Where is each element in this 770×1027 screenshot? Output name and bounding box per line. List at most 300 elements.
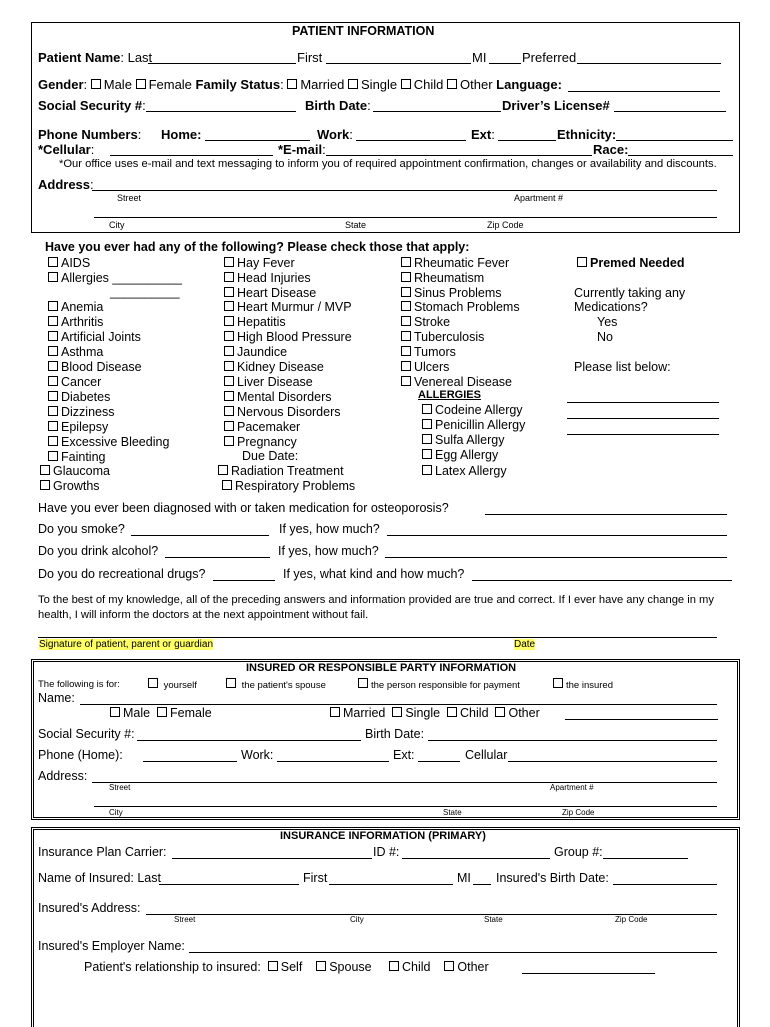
insured-single-checkbox[interactable] bbox=[392, 707, 402, 717]
rheumatic-fever-checkbox[interactable] bbox=[401, 257, 411, 267]
jaundice-label: Jaundice bbox=[237, 345, 288, 359]
premed-checkbox[interactable] bbox=[577, 257, 587, 267]
growths-checkbox[interactable] bbox=[40, 480, 50, 490]
high-blood-pressure-label: High Blood Pressure bbox=[237, 330, 352, 344]
tuberculosis-checkbox[interactable] bbox=[401, 331, 411, 341]
glaucoma-checkbox[interactable] bbox=[40, 465, 50, 475]
responsible-option bbox=[358, 678, 520, 691]
ulcers-checkbox[interactable] bbox=[401, 361, 411, 371]
insured-work-field[interactable] bbox=[277, 761, 389, 762]
insured-first-label: First bbox=[303, 871, 328, 885]
stroke-checkbox[interactable] bbox=[401, 316, 411, 326]
currently-taking-label: Currently taking any bbox=[574, 286, 686, 300]
tuberculosis-label: Tuberculosis bbox=[414, 330, 485, 344]
alcohol-how-field[interactable] bbox=[385, 557, 727, 558]
epilepsy-label: Epilepsy bbox=[61, 420, 109, 434]
rel-self-label: Self bbox=[280, 960, 303, 974]
insured-street-caption: Street bbox=[109, 783, 131, 792]
insured-ext-label: Ext: bbox=[393, 748, 415, 762]
work-label-text: Work bbox=[317, 127, 350, 142]
jaundice-checkbox[interactable] bbox=[224, 346, 234, 356]
condition-allergies bbox=[48, 271, 182, 285]
responsible-label: the person responsible for payment bbox=[371, 680, 520, 691]
insured-last-field[interactable] bbox=[159, 884, 299, 885]
employer-label: Insured's Employer Name: bbox=[38, 939, 185, 953]
state-caption: State bbox=[345, 220, 367, 230]
ethnicity-field[interactable] bbox=[616, 140, 733, 141]
rel-child-label: Child bbox=[401, 960, 431, 974]
condition-respiratory-problems bbox=[222, 479, 355, 493]
condition-pregnancy bbox=[224, 435, 297, 449]
insured-address-label: Address: bbox=[38, 769, 88, 783]
married-checkbox[interactable] bbox=[287, 79, 297, 89]
rheumatism-label: Rheumatism bbox=[414, 271, 485, 285]
penicillin-allergy-label: Penicillin Allergy bbox=[435, 418, 526, 432]
alcohol-how-label: If yes, how much? bbox=[278, 544, 379, 558]
mi-label: MI bbox=[472, 50, 487, 65]
insured-apartment-caption: Apartment # bbox=[550, 783, 594, 792]
group-field[interactable] bbox=[603, 858, 688, 859]
condition-growths bbox=[40, 479, 100, 493]
premed-label: Premed Needed bbox=[590, 256, 685, 270]
sulfa-allergy-checkbox[interactable] bbox=[422, 434, 432, 444]
first-name-label: First bbox=[297, 50, 323, 65]
insured-cellular-field[interactable] bbox=[508, 761, 717, 762]
birth-date-label: Birth Date: bbox=[305, 98, 371, 113]
insured-name-label: Name: bbox=[38, 691, 75, 705]
carrier-field[interactable] bbox=[172, 858, 372, 859]
insured-name-field[interactable] bbox=[80, 704, 717, 705]
smoke-how-field[interactable] bbox=[387, 535, 727, 536]
condition-penicillin-allergy bbox=[422, 418, 525, 432]
zip-caption: Zip Code bbox=[487, 220, 524, 230]
language-label: Language: bbox=[496, 77, 562, 92]
due-date-label: Due Date: bbox=[242, 449, 299, 463]
condition-liver-disease bbox=[224, 375, 313, 389]
preferred-label: Preferred bbox=[522, 50, 577, 65]
email-label-text: *E-mail bbox=[278, 142, 323, 157]
language-field[interactable] bbox=[568, 91, 720, 92]
rel-other-checkbox[interactable] bbox=[444, 961, 454, 971]
insured-other-checkbox[interactable] bbox=[495, 707, 505, 717]
codeine-allergy-checkbox[interactable] bbox=[422, 404, 432, 414]
yourself-label: yourself bbox=[163, 680, 197, 691]
smoke-question: Do you smoke? bbox=[38, 522, 125, 536]
condition-hepatitis bbox=[224, 315, 286, 329]
gender-label: Gender bbox=[38, 77, 84, 92]
condition-heart-murmur-mvp bbox=[224, 300, 352, 314]
email-label: *E-mail: bbox=[278, 142, 326, 157]
condition-latex-allergy bbox=[422, 464, 507, 478]
relationship-row bbox=[84, 960, 489, 974]
aids-checkbox[interactable] bbox=[48, 257, 58, 267]
anemia-label: Anemia bbox=[61, 300, 104, 314]
allergies-checkbox[interactable] bbox=[48, 272, 58, 282]
insured-phone-home-field[interactable] bbox=[143, 761, 237, 762]
tumors-label: Tumors bbox=[414, 345, 456, 359]
condition-fainting bbox=[48, 450, 105, 464]
mental-disorders-label: Mental Disorders bbox=[237, 390, 332, 404]
condition-pacemaker bbox=[224, 420, 300, 434]
condition-mental-disorders bbox=[224, 390, 331, 404]
sinus-problems-checkbox[interactable] bbox=[401, 287, 411, 297]
race-field[interactable] bbox=[628, 155, 733, 156]
drivers-license-field[interactable] bbox=[614, 111, 726, 112]
rel-other-label: Other bbox=[457, 960, 489, 974]
condition-stomach-problems bbox=[401, 300, 520, 314]
medication-line-2[interactable] bbox=[567, 418, 719, 419]
codeine-allergy-label: Codeine Allergy bbox=[435, 403, 523, 417]
stroke-label: Stroke bbox=[414, 315, 451, 329]
penicillin-allergy-checkbox[interactable] bbox=[422, 419, 432, 429]
pacemaker-label: Pacemaker bbox=[237, 420, 301, 434]
condition-jaundice bbox=[224, 345, 287, 359]
rheumatism-checkbox[interactable] bbox=[401, 272, 411, 282]
ext-label-text: Ext bbox=[471, 127, 492, 142]
condition-heart-disease bbox=[224, 286, 316, 300]
heart-disease-label: Heart Disease bbox=[237, 286, 317, 300]
egg-allergy-checkbox[interactable] bbox=[422, 449, 432, 459]
rel-self-checkbox[interactable] bbox=[268, 961, 278, 971]
yourself-checkbox[interactable] bbox=[148, 678, 158, 688]
growths-label: Growths bbox=[53, 479, 100, 493]
insured-city-field[interactable] bbox=[94, 806, 717, 807]
child-label: Child bbox=[413, 77, 444, 92]
asthma-checkbox[interactable] bbox=[48, 346, 58, 356]
address-label-text: Address bbox=[38, 177, 91, 192]
osteoporosis-field[interactable] bbox=[485, 514, 727, 515]
home-label: Home: bbox=[161, 127, 202, 142]
insured-mi-field[interactable] bbox=[473, 884, 491, 885]
female-checkbox[interactable] bbox=[136, 79, 146, 89]
condition-arthritis bbox=[48, 315, 103, 329]
dizziness-checkbox[interactable] bbox=[48, 406, 58, 416]
insured-ssn-field[interactable] bbox=[137, 740, 361, 741]
blood-disease-checkbox[interactable] bbox=[48, 361, 58, 371]
insured-status-row bbox=[330, 706, 540, 720]
arthritis-checkbox[interactable] bbox=[48, 316, 58, 326]
spouse-checkbox[interactable] bbox=[226, 678, 236, 688]
insured-first-field[interactable] bbox=[329, 884, 453, 885]
artificial-joints-label: Artificial Joints bbox=[61, 330, 141, 344]
ulcers-label: Ulcers bbox=[414, 360, 450, 374]
single-checkbox[interactable] bbox=[348, 79, 358, 89]
smoke-how-label: If yes, how much? bbox=[279, 522, 380, 536]
ext-field[interactable] bbox=[498, 140, 556, 141]
stomach-problems-checkbox[interactable] bbox=[401, 301, 411, 311]
condition-egg-allergy bbox=[422, 448, 498, 462]
pregnancy-checkbox[interactable] bbox=[224, 436, 234, 446]
insurance-address-label: Insured's Address: bbox=[38, 901, 141, 915]
other-label: Other bbox=[460, 77, 493, 92]
condition-ulcers bbox=[401, 360, 449, 374]
date-caption: Date bbox=[514, 639, 536, 650]
insured-other-field[interactable] bbox=[565, 719, 718, 720]
group-label: Group #: bbox=[554, 845, 603, 859]
hepatitis-checkbox[interactable] bbox=[224, 316, 234, 326]
blood-disease-label: Blood Disease bbox=[61, 360, 142, 374]
drugs-field[interactable] bbox=[213, 580, 275, 581]
allergies-extra-line[interactable]: __________ bbox=[110, 285, 180, 299]
the-insured-label: the insured bbox=[566, 680, 614, 691]
insured-birth-field[interactable] bbox=[613, 884, 717, 885]
mi-field[interactable] bbox=[489, 63, 521, 64]
condition-sinus-problems bbox=[401, 286, 502, 300]
condition-rheumatism bbox=[401, 271, 484, 285]
condition-excessive-bleeding bbox=[48, 435, 169, 449]
male-checkbox[interactable] bbox=[91, 79, 101, 89]
drugs-question: Do you do recreational drugs? bbox=[38, 567, 206, 581]
signature-line[interactable] bbox=[38, 637, 717, 638]
medication-line-3[interactable] bbox=[567, 434, 719, 435]
ethnicity-label: Ethnicity: bbox=[557, 127, 617, 142]
artificial-joints-checkbox[interactable] bbox=[48, 331, 58, 341]
drivers-license-label: Driver’s License# bbox=[502, 98, 610, 113]
home-phone-field[interactable] bbox=[205, 140, 310, 141]
excessive-bleeding-checkbox[interactable] bbox=[48, 436, 58, 446]
phone-numbers-label: Phone Numbers: bbox=[38, 127, 142, 142]
mental-disorders-checkbox[interactable] bbox=[224, 391, 234, 401]
allergies-heading: ALLERGIES bbox=[418, 389, 481, 401]
the-insured-option bbox=[553, 678, 613, 691]
cancer-checkbox[interactable] bbox=[48, 376, 58, 386]
asthma-label: Asthma bbox=[61, 345, 104, 359]
fainting-checkbox[interactable] bbox=[48, 451, 58, 461]
sinus-problems-label: Sinus Problems bbox=[414, 286, 502, 300]
notice-text: *Our office uses e-mail and text messaging to inform you of required appointment confirmation, changes or availability and discounts. bbox=[59, 158, 717, 170]
cancer-label: Cancer bbox=[61, 375, 102, 389]
insured-state-caption: State bbox=[443, 808, 462, 817]
insured-ssn-label: Social Security #: bbox=[38, 727, 135, 741]
kidney-disease-label: Kidney Disease bbox=[237, 360, 324, 374]
patient-name-row bbox=[38, 50, 152, 65]
heart-murmur-mvp-checkbox[interactable] bbox=[224, 301, 234, 311]
insured-title: INSURED OR RESPONSIBLE PARTY INFORMATION bbox=[246, 662, 517, 674]
ext-label: Ext: bbox=[471, 127, 495, 142]
ssn-label: Social Security #: bbox=[38, 98, 146, 113]
married-label: Married bbox=[300, 77, 345, 92]
the-insured-checkbox[interactable] bbox=[553, 678, 563, 688]
insured-single-label: Single bbox=[405, 706, 441, 720]
apartment-caption: Apartment # bbox=[514, 193, 564, 203]
rel-other-field[interactable] bbox=[522, 973, 655, 974]
male-label: Male bbox=[103, 77, 132, 92]
insured-child-label: Child bbox=[460, 706, 489, 720]
insured-male-checkbox[interactable] bbox=[110, 707, 120, 717]
following-for-label: The following is for: bbox=[38, 679, 120, 690]
patient-info-title: PATIENT INFORMATION bbox=[292, 24, 435, 38]
first-name-field[interactable] bbox=[326, 63, 471, 64]
insurance-zip-caption: Zip Code bbox=[615, 915, 648, 924]
city-caption: City bbox=[109, 220, 125, 230]
insured-birth-date-label: Birth Date: bbox=[365, 727, 425, 741]
fainting-label: Fainting bbox=[61, 450, 106, 464]
high-blood-pressure-checkbox[interactable] bbox=[224, 331, 234, 341]
heart-murmur-mvp-label: Heart Murmur / MVP bbox=[237, 300, 352, 314]
birth-date-field[interactable] bbox=[373, 111, 501, 112]
condition-stroke bbox=[401, 315, 450, 329]
last-name-field[interactable] bbox=[148, 63, 296, 64]
pacemaker-checkbox[interactable] bbox=[224, 421, 234, 431]
child-checkbox[interactable] bbox=[401, 79, 411, 89]
insurance-title: INSURANCE INFORMATION (PRIMARY) bbox=[280, 830, 486, 842]
address-street-field[interactable] bbox=[92, 190, 717, 191]
work-phone-field[interactable] bbox=[356, 140, 466, 141]
tumors-checkbox[interactable] bbox=[401, 346, 411, 356]
address-city-field[interactable] bbox=[94, 217, 717, 218]
osteoporosis-question: Have you ever been diagnosed with or taken medication for osteoporosis? bbox=[38, 501, 449, 515]
insurance-street-caption: Street bbox=[174, 915, 196, 924]
address-label: Address: bbox=[38, 177, 94, 192]
work-label: Work: bbox=[317, 127, 353, 142]
cellular-label: *Cellular: bbox=[38, 142, 95, 157]
condition-cancer bbox=[48, 375, 101, 389]
condition-venereal-disease bbox=[401, 375, 512, 389]
insured-birth-date-field[interactable] bbox=[428, 740, 717, 741]
street-caption: Street bbox=[117, 193, 142, 203]
patient-name-label: Patient Name bbox=[38, 50, 121, 65]
family-status-label: Family Status bbox=[195, 77, 281, 92]
rel-child-checkbox[interactable] bbox=[389, 961, 399, 971]
venereal-disease-checkbox[interactable] bbox=[401, 376, 411, 386]
radiation-treatment-label: Radiation Treatment bbox=[231, 464, 344, 478]
aids-label: AIDS bbox=[61, 256, 91, 270]
preferred-field[interactable] bbox=[577, 63, 721, 64]
insured-child-checkbox[interactable] bbox=[447, 707, 457, 717]
medications-yes[interactable]: Yes bbox=[597, 315, 618, 329]
insured-address-field[interactable] bbox=[92, 782, 717, 783]
latex-allergy-checkbox[interactable] bbox=[422, 465, 432, 475]
insured-city-caption: City bbox=[109, 808, 123, 817]
liver-disease-checkbox[interactable] bbox=[224, 376, 234, 386]
last-name-label: : Last bbox=[120, 50, 153, 65]
condition-rheumatic-fever bbox=[401, 256, 509, 270]
rheumatic-fever-label: Rheumatic Fever bbox=[414, 256, 510, 270]
drugs-how-label: If yes, what kind and how much? bbox=[283, 567, 465, 581]
please-list-label: Please list below: bbox=[574, 360, 671, 374]
pregnancy-label: Pregnancy bbox=[237, 435, 297, 449]
insurance-state-caption: State bbox=[484, 915, 503, 924]
anemia-checkbox[interactable] bbox=[48, 301, 58, 311]
rel-spouse-checkbox[interactable] bbox=[316, 961, 326, 971]
arthritis-label: Arthritis bbox=[61, 315, 104, 329]
relationship-label: Patient's relationship to insured: bbox=[84, 960, 261, 974]
drugs-how-field[interactable] bbox=[472, 580, 732, 581]
condition-codeine-allergy bbox=[422, 403, 523, 417]
condition-high-blood-pressure bbox=[224, 330, 352, 344]
dizziness-label: Dizziness bbox=[61, 405, 115, 419]
head-injuries-checkbox[interactable] bbox=[224, 272, 234, 282]
ssn-label-text: Social Security # bbox=[38, 98, 143, 113]
allergies-label: Allergies __________ bbox=[61, 271, 182, 285]
condition-nervous-disorders bbox=[224, 405, 341, 419]
insured-other-label: Other bbox=[508, 706, 540, 720]
other-checkbox[interactable] bbox=[447, 79, 457, 89]
smoke-field[interactable] bbox=[131, 535, 269, 536]
condition-aids bbox=[48, 256, 90, 270]
hay-fever-checkbox[interactable] bbox=[224, 257, 234, 267]
email-field[interactable] bbox=[326, 155, 592, 156]
latex-allergy-label: Latex Allergy bbox=[435, 464, 507, 478]
stomach-problems-label: Stomach Problems bbox=[414, 300, 520, 314]
glaucoma-label: Glaucoma bbox=[53, 464, 110, 478]
cellular-label-text: *Cellular bbox=[38, 142, 91, 157]
epilepsy-checkbox[interactable] bbox=[48, 421, 58, 431]
diabetes-label: Diabetes bbox=[61, 390, 111, 404]
condition-dizziness bbox=[48, 405, 115, 419]
insured-phone-home-label: Phone (Home): bbox=[38, 748, 123, 762]
insured-mi-label: MI bbox=[457, 871, 471, 885]
gender-row: Gender: Male Female Family Status: Married Single Child Other Language: bbox=[38, 77, 562, 92]
medications-label: Medications? bbox=[574, 300, 648, 314]
female-label: Female bbox=[148, 77, 192, 92]
kidney-disease-checkbox[interactable] bbox=[224, 361, 234, 371]
birth-date-label-text: Birth Date bbox=[305, 98, 368, 113]
insured-ext-field[interactable] bbox=[418, 761, 460, 762]
insurance-city-caption: City bbox=[350, 915, 364, 924]
diabetes-checkbox[interactable] bbox=[48, 391, 58, 401]
condition-tumors bbox=[401, 345, 456, 359]
condition-glaucoma bbox=[40, 464, 110, 478]
insured-gender-row bbox=[110, 706, 212, 720]
insured-zip-caption: Zip Code bbox=[562, 808, 595, 817]
rel-spouse-label: Spouse bbox=[329, 960, 372, 974]
name-insured-label: Name of Insured: Last bbox=[38, 871, 161, 885]
sulfa-allergy-label: Sulfa Allergy bbox=[435, 433, 505, 447]
cellular-field[interactable] bbox=[110, 155, 273, 156]
medication-line-1[interactable] bbox=[567, 402, 719, 403]
insured-female-label: Female bbox=[170, 706, 212, 720]
id-label: ID #: bbox=[373, 845, 400, 859]
hepatitis-label: Hepatitis bbox=[237, 315, 286, 329]
hay-fever-label: Hay Fever bbox=[237, 256, 295, 270]
premed-row bbox=[577, 256, 684, 270]
excessive-bleeding-label: Excessive Bleeding bbox=[61, 435, 170, 449]
respiratory-problems-checkbox[interactable] bbox=[222, 480, 232, 490]
yourself-option bbox=[148, 678, 197, 691]
condition-epilepsy bbox=[48, 420, 108, 434]
employer-field[interactable] bbox=[189, 952, 717, 953]
heart-disease-checkbox[interactable] bbox=[224, 287, 234, 297]
condition-artificial-joints bbox=[48, 330, 141, 344]
ssn-field[interactable] bbox=[146, 111, 296, 112]
nervous-disorders-checkbox[interactable] bbox=[224, 406, 234, 416]
signature-caption: Signature of patient, parent or guardian bbox=[39, 639, 214, 650]
single-label: Single bbox=[361, 77, 398, 92]
condition-diabetes bbox=[48, 390, 110, 404]
insured-married-checkbox[interactable] bbox=[330, 707, 340, 717]
insured-work-label: Work: bbox=[241, 748, 274, 762]
insured-female-checkbox[interactable] bbox=[157, 707, 167, 717]
condition-asthma bbox=[48, 345, 103, 359]
race-label: Race: bbox=[593, 142, 629, 157]
medications-no[interactable]: No bbox=[597, 330, 613, 344]
alcohol-field[interactable] bbox=[165, 557, 270, 558]
spouse-label: the patient's spouse bbox=[241, 680, 326, 691]
id-field[interactable] bbox=[402, 858, 550, 859]
alcohol-question: Do you drink alcohol? bbox=[38, 544, 159, 558]
spouse-option bbox=[226, 678, 326, 691]
responsible-checkbox[interactable] bbox=[358, 678, 368, 688]
radiation-treatment-checkbox[interactable] bbox=[218, 465, 228, 475]
carrier-label: Insurance Plan Carrier: bbox=[38, 845, 167, 859]
respiratory-problems-label: Respiratory Problems bbox=[235, 479, 356, 493]
phone-numbers-label-text: Phone Numbers bbox=[38, 127, 138, 142]
insured-cellular-label: Cellular bbox=[465, 748, 508, 762]
venereal-disease-label: Venereal Disease bbox=[414, 375, 512, 389]
condition-anemia bbox=[48, 300, 103, 314]
insured-married-label: Married bbox=[343, 706, 386, 720]
